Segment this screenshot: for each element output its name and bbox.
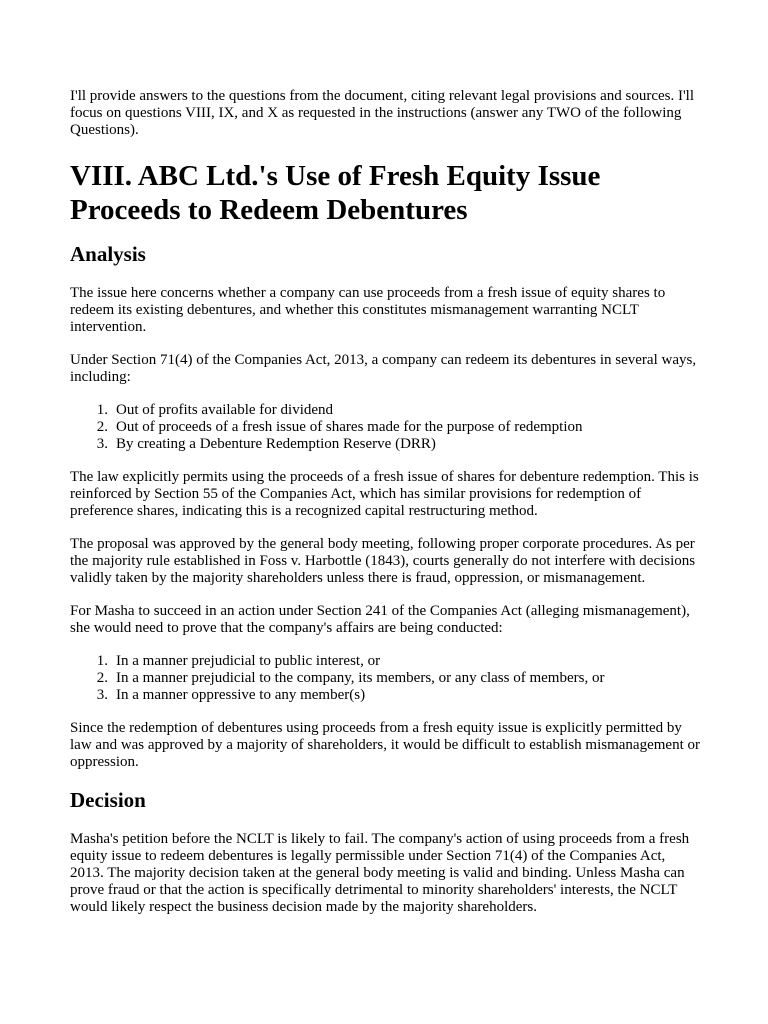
analysis-paragraph-3: The law explicitly permits using the proceeds of a fresh issue of shares for debenture redemption. This is reinforced by Section 55 of the Companies Act, which has similar provisions for redemption of preference shares, indicating this is a recognized capital restructuring method. xyxy=(70,469,699,519)
analysis-paragraph-4: The proposal was approved by the general body meeting, following proper corporate procedures. As per the majority rule established in Foss v. Harbottle (1843), courts generally do not interfere with decisions validly taken by the majority shareholders unless there is fraud, oppression, or mismanagement. xyxy=(70,536,696,586)
list-item-text: By creating a Debenture Redemption Reserve (DRR) xyxy=(116,436,436,452)
list-item-number: 2. xyxy=(96,670,108,686)
decision-paragraph: Masha's petition before the NCLT is likely to fail. The company's action of using proceeds from a fresh equity issue to redeem debentures is legally permissible under Section 71(4) of the Companies Act, 2013. The majority decision taken at the general body meeting is valid and binding. Unless Masha can prove fraud or that the action is specifically detrimental to minority shareholders' interests, the NCLT would likely respect the business decision made by the majority shareholders. xyxy=(70,831,690,915)
list-item-number: 1. xyxy=(96,653,108,669)
list-item-text: Out of profits available for dividend xyxy=(116,402,334,418)
list-item xyxy=(70,687,700,704)
analysis-paragraph-6: Since the redemption of debentures using proceeds from a fresh equity issue is explicitly permitted by law and was approved by a majority of shareholders, it would be difficult to establish mismanagement or oppression. xyxy=(70,720,700,770)
analysis-paragraph-5: For Masha to succeed in an action under Section 241 of the Companies Act (alleging mismanagement), she would need to prove that the company's affairs are being conducted: xyxy=(70,603,690,636)
list-item xyxy=(70,670,700,687)
list-item-number: 3. xyxy=(96,687,108,703)
analysis-paragraph-2: Under Section 71(4) of the Companies Act, 2013, a company can redeem its debentures in several ways, including: xyxy=(70,352,697,385)
list-item-text: Out of proceeds of a fresh issue of shares made for the purpose of redemption xyxy=(116,419,583,435)
decision-heading: Decision xyxy=(70,788,146,812)
list-item-number: 3. xyxy=(96,436,108,452)
list-item-text: In a manner prejudicial to the company, its members, or any class of members, or xyxy=(116,670,605,686)
list-item-number: 1. xyxy=(96,402,108,418)
list-item-number: 2. xyxy=(96,419,108,435)
analysis-paragraph-1: The issue here concerns whether a company can use proceeds from a fresh issue of equity shares to redeem its existing debentures, and whether this constitutes mismanagement warranting NCLT intervention. xyxy=(70,285,666,335)
list-item xyxy=(70,653,700,670)
analysis-heading: Analysis xyxy=(70,242,146,266)
list-item xyxy=(70,436,700,453)
section-241-grounds-list xyxy=(70,653,700,704)
document-page xyxy=(70,88,700,916)
list-item xyxy=(70,419,700,436)
list-item-text: In a manner prejudicial to public interest, or xyxy=(116,653,381,669)
redemption-methods-list xyxy=(70,402,700,453)
intro-paragraph: I'll provide answers to the questions from the document, citing relevant legal provisions and sources. I'll focus on questions VIII, IX, and X as requested in the instructions (answer any TWO of the following Questions). xyxy=(70,88,695,138)
list-item xyxy=(70,402,700,419)
section-title: VIII. ABC Ltd.'s Use of Fresh Equity Issue Proceeds to Redeem Debentures xyxy=(70,160,601,226)
list-item-text: In a manner oppressive to any member(s) xyxy=(116,687,366,703)
